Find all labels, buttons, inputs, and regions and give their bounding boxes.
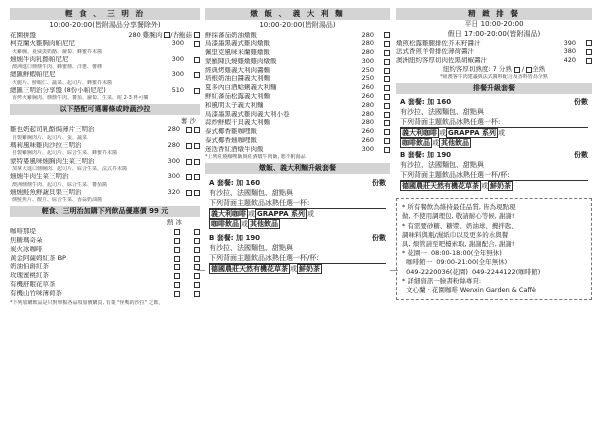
item-name: 炭火冰咖啡 [10, 245, 43, 253]
item-desc: 自製雞胸肉片、起司片、綜合生菜、蜂蜜芥末醬 [12, 150, 118, 157]
set-drink-rule: 下列背面主題飲品冰熱任選一杯: [209, 198, 386, 209]
drink-option[interactable]: 咖啡飲品 [211, 220, 239, 229]
drink-list [10, 228, 200, 298]
pasta-set-title: 燉飯、義大利麵升級套餐 [205, 163, 390, 174]
menu-row [205, 84, 390, 93]
menu-row [205, 40, 390, 49]
item-name: 烏漆墨黑義式雞肉義大利小卷 [205, 110, 290, 118]
checkbox[interactable] [194, 273, 200, 279]
checkbox[interactable] [186, 127, 192, 133]
menu-row [10, 254, 200, 263]
checkbox[interactable] [174, 256, 180, 262]
info-line: 文心蘭 · 花園咖啡 Wenxin Garden & Caffè [402, 286, 536, 295]
checkbox[interactable] [194, 88, 200, 94]
checkbox[interactable] [514, 67, 520, 73]
light-meal-column [10, 8, 200, 307]
menu-row [205, 31, 390, 40]
menu-row [10, 142, 200, 151]
info-line: 咖啡館一 09:00-21:00(全年無休) [402, 258, 508, 267]
checkbox[interactable] [384, 32, 390, 38]
item-price: 280 [361, 31, 374, 39]
menu-row [10, 237, 200, 246]
set-b-label: B 套餐: 加 190 [209, 234, 261, 243]
checkbox[interactable] [186, 174, 192, 180]
item-name: 玫瑰蜜桃紅茶 [10, 272, 49, 280]
menu-row [10, 71, 200, 80]
risotto-pasta-column [205, 8, 390, 276]
item-name: 有機山竹味薄荷茶 [10, 289, 62, 297]
menu-row [205, 75, 390, 84]
item-price: 280 [361, 118, 374, 127]
checkbox[interactable] [384, 76, 390, 82]
set-b-label: B 套餐: 加 190 [400, 151, 452, 160]
drink-option[interactable]: 義大利咖啡 [402, 129, 437, 138]
drink-option[interactable]: 其他飲品 [441, 139, 469, 148]
set-drink-rule: 下列背面主題飲品冰熱任選一杯: [400, 117, 588, 128]
set-desc: 有沙拉、法國麵包、甜點與 [209, 244, 293, 253]
checkbox[interactable] [174, 291, 180, 297]
info-line: 049-2220036(花園) 049-2244122(咖啡館) [402, 267, 541, 276]
steak-set-title: 排餐升級套餐 [396, 83, 592, 94]
qty-label: 份數 [372, 179, 386, 188]
item-name: 咖啡那堤 [10, 228, 36, 236]
item-price: 250 [361, 74, 374, 83]
menu-row [10, 40, 200, 49]
checkbox[interactable] [384, 41, 390, 47]
checkbox[interactable] [384, 59, 390, 65]
menu-row [10, 126, 200, 135]
set-a-label: A 套餐: 加 160 [209, 179, 261, 188]
item-price: 280 [361, 110, 374, 118]
drink-option[interactable]: 咖啡飲品 [402, 139, 430, 148]
set-desc: 有沙拉、法國麵包、甜點與 [400, 108, 484, 117]
item-name: 鮮紅蕃茄松露義大利麵 [205, 93, 270, 101]
info-line: 具, 煩管請至吧檯索取, 謝謝配合, 謝謝! [402, 240, 515, 248]
item-name: 黃金阿薩姆紅茶 BP [10, 254, 66, 262]
qty-label: 份數 [574, 98, 588, 107]
menu-row [10, 245, 200, 254]
checkbox[interactable] [194, 229, 200, 235]
item-name: 雞也奶起司乳酪焗薄片三明治 [10, 126, 95, 134]
checkbox[interactable] [194, 256, 200, 262]
info-box [396, 198, 592, 300]
info-line: * 花園一 08:00-18:00(全年無休) [402, 249, 502, 258]
checkbox[interactable] [194, 159, 200, 165]
item-price: 300 [171, 39, 184, 48]
item-name: 柯克蘭火雞胸肉帕尼尼 [10, 40, 75, 48]
item-option: 雞腕肉 [142, 31, 163, 39]
checkbox[interactable] [186, 190, 192, 196]
item-desc: 香烤火雞胸肉、燻燻牛肉、蕃茄、蘿蔔、生菜、附 2-3 杯可樂 [12, 95, 149, 102]
drink-option[interactable]: 其他飲品 [250, 220, 278, 229]
drink-footnote: *下列加購飲品是只對單點各品項加價購買, 有業 "怪嗎的沙拉" 之飲。 [10, 300, 164, 307]
option-columns: 薯 沙 [180, 117, 196, 125]
checkbox[interactable] [384, 120, 390, 126]
checkbox[interactable] [194, 32, 200, 38]
set-drink-rule: 下列背面主題飲品冰熱任選一杯/杯: [209, 253, 386, 264]
item-price: 250 [361, 66, 374, 74]
light-meal-hours: 10:00-20:00(皆附湯品分享餐除外) [49, 21, 161, 29]
item-price: 260 [361, 127, 374, 136]
set-b [396, 149, 592, 192]
info-line: 調味料與瓶/濕紙巾以及更多的水與餐 [402, 230, 509, 239]
menu-row [10, 281, 200, 290]
menu-row [205, 66, 390, 75]
item-desc: 澳洲燻燻牛肉、起司片、綜合生菜、蕃茄醬 [12, 181, 108, 188]
item-price: 260 [361, 92, 374, 101]
set-drink-rule: 下列背面主題飲品冰熱任選一杯/杯: [400, 170, 588, 181]
qty-label: 份數 [372, 234, 386, 243]
menu-row [205, 145, 390, 154]
menu-row [205, 57, 390, 66]
pasta-list [205, 31, 390, 154]
checkbox[interactable] [194, 291, 200, 297]
checkbox[interactable] [384, 85, 390, 91]
item-price: 280 [361, 39, 374, 48]
menu-row [10, 188, 200, 197]
item-name: 烏漆墨黑義式雞肉燉飯 [205, 40, 270, 48]
item-name: 瑪莉風味雞肉沙拉三明治 [10, 142, 82, 150]
menu-row [10, 263, 200, 272]
checkbox[interactable] [174, 247, 180, 253]
fold-mark [197, 270, 205, 271]
menu-row [10, 31, 200, 40]
item-option: /杏鮑菇 [170, 31, 192, 39]
drink-option[interactable]: 德國農莊天然有機花草茶 [211, 265, 288, 274]
menu-row [10, 87, 200, 96]
checkbox[interactable] [194, 72, 200, 78]
or-text: 或 [432, 139, 439, 148]
item-price: 320 [167, 188, 180, 196]
set-desc: 有沙拉、法國麵包、甜點與 [400, 161, 484, 170]
drink-option[interactable]: 德國農莊天然有機花草茶 [402, 182, 479, 191]
menu-row [205, 137, 390, 146]
item-price: 280 [167, 125, 180, 134]
set-a-label: A 套餐: 加 160 [400, 98, 452, 107]
item-desc: 加拿大進口燻胸肉、起司片、綜合生菜、法式芥末醬 [12, 165, 128, 172]
item-desc: 自製雞胸肉片、起司片、蛋、蔬菜 [12, 134, 88, 141]
doneness-option: 全熟 [532, 65, 546, 73]
checkbox[interactable] [174, 264, 180, 270]
info-line: * 詳細資訊一臉書粉絲專頁: [402, 276, 482, 285]
drink-col-header [10, 219, 200, 228]
drink-option[interactable]: 義大利咖啡 [211, 210, 246, 219]
checkbox[interactable] [384, 68, 390, 74]
or-text: 或 [241, 220, 248, 229]
item-name: 焦糖瑪奇朵 [10, 237, 43, 245]
info-line: * 所有餐飲為維持最佳品質, 皆為現點現 [402, 203, 516, 212]
checkbox[interactable] [186, 143, 192, 149]
set-desc: 有沙拉、法國麵包、甜點與 [209, 189, 293, 198]
checkbox[interactable] [174, 229, 180, 235]
item-desc: 燻鮭魚片、酸豆、綜合生菜、香蒜奶油醬 [12, 197, 103, 204]
doneness-row: 紐約客厚切熟度: 7 分熟 / 全熟 [442, 65, 546, 73]
checkbox[interactable] [384, 147, 390, 153]
item-price: 280 [167, 141, 180, 150]
menu-row [10, 228, 200, 237]
item-price: 300 [171, 70, 184, 79]
checkbox[interactable] [194, 57, 200, 63]
menu-row [205, 119, 390, 128]
checkbox[interactable] [186, 159, 192, 165]
item-price: 390 [563, 39, 576, 47]
item-name: 培根奶油白醬義大利麵 [205, 75, 270, 83]
item-name: 花園拼盤 [10, 31, 36, 39]
menu-row [10, 173, 200, 182]
item-desc: 火腿片、鮮蝦仁、蔬菜、起司片、蜂蜜芥末醬 [12, 79, 113, 86]
hot-cold-header: 熱 冰 [166, 218, 182, 227]
menu-row [205, 49, 390, 58]
checkbox[interactable] [194, 174, 200, 180]
item-desc: 火雞胸、夏威夷奶酪、蘿蔔、蜂蜜芥末醬 [12, 48, 103, 55]
checkbox[interactable] [194, 247, 200, 253]
drink-addon-title: 輕食、三明治加購下列飲品優惠價 99 元 [10, 206, 200, 217]
menu-row [205, 128, 390, 137]
item-price: 300 [171, 55, 184, 63]
item-price: 280 [128, 31, 141, 39]
menu-row [10, 55, 200, 64]
checkbox[interactable] [194, 41, 200, 47]
item-name: 燻燻牛肉生菜三明治 [10, 173, 69, 181]
menu-row [10, 157, 200, 166]
item-name: 蒙羅陳氏燒雞燉雞肉燉飯 [205, 57, 277, 65]
checkbox[interactable] [174, 282, 180, 288]
drink-option[interactable]: 鮮奶茶 [490, 182, 511, 191]
checkbox[interactable] [384, 103, 390, 109]
item-name: 有機舒眠花草茶 [10, 281, 56, 289]
item-name: 奶油伯爵紅茶 [10, 263, 49, 271]
item-price: 280 [361, 48, 374, 57]
item-name: 迷迭香紅酒燉牛肉飯 [205, 145, 264, 153]
drink-option[interactable]: GRAPPA 系列 [448, 129, 497, 138]
item-name: 鮮採蕃茄奶油燉飯 [205, 31, 257, 39]
or-text: 或 [498, 129, 506, 138]
item-price: 380 [563, 47, 576, 56]
item-price: 510 [171, 86, 184, 95]
option-header [10, 117, 200, 126]
checkbox[interactable] [384, 129, 390, 135]
pasta-note: *上列紅燒咖哩飯與紅酒燉牛肉飯, 恕不附湯品 [205, 154, 306, 161]
item-price: 300 [361, 145, 374, 153]
steak-list [396, 39, 592, 65]
item-name: 法式香煎羊骨排佐薄荷醬汁 [396, 48, 474, 56]
checkbox[interactable] [586, 40, 592, 46]
checkbox[interactable] [174, 273, 180, 279]
item-price: 420 [563, 56, 576, 65]
item-desc: 澳洲進口燻燻牛肉、蜂蜜燻、洋蔥、薯條 [12, 64, 103, 71]
checkbox[interactable] [194, 238, 200, 244]
item-name: 蒙特婁風味燻胸肉生菜三明治 [10, 157, 95, 165]
item-price: 300 [361, 57, 374, 65]
menu-row [10, 272, 200, 281]
item-name: 泰式椰香雞咖哩飯 [205, 128, 257, 136]
menu-row [396, 57, 592, 66]
item-name: 夏多內白酒蛤蜊義大利麵 [205, 84, 277, 92]
item-price: 280 [361, 101, 374, 109]
item-name: 經典烤雞義大利肉醬麵 [205, 66, 270, 74]
checkbox[interactable] [384, 94, 390, 100]
checkbox[interactable] [194, 282, 200, 288]
drink-option[interactable]: GRAPPA 系列 [257, 210, 306, 219]
or-text: 或 [481, 182, 488, 191]
or-text: 或 [439, 129, 446, 138]
item-price: 260 [361, 83, 374, 92]
drink-option[interactable]: 鮮奶茶 [299, 265, 320, 274]
or-text: 或 [307, 210, 315, 219]
info-line: 做, 不使用調理包, 敬請耐心等候, 謝謝! [402, 212, 515, 221]
item-price: 300 [167, 172, 180, 181]
item-name: 總匯三明治分享盤 (8份小帕尼尼) [10, 87, 106, 95]
steak-hours-weekday: 平日 10:00-20:00 [464, 20, 524, 28]
checkbox[interactable] [174, 238, 180, 244]
info-line: * 有需要砂糖、糖漿、奶油球、攪拌匙、 [402, 221, 518, 230]
menu-row [396, 48, 592, 57]
checkbox[interactable] [384, 112, 390, 118]
checkbox[interactable] [194, 127, 200, 133]
light-meal-title: 輕 食 、 三 明 治 [10, 8, 200, 20]
item-name: 佩里克風味米蘭雞燉飯 [205, 49, 270, 57]
item-name: 總匯鮮蝦帕尼尼 [10, 71, 56, 79]
menu-row [205, 110, 390, 119]
item-name: 泰式椰香燻咖哩飯 [205, 137, 257, 145]
item-name: 燻燻鮭魚鮮蔬貝果三明治 [10, 188, 82, 196]
or-text: 或 [290, 265, 297, 274]
steak-hours-holiday: 假日 17:00-20:00(皆附湯品) [447, 30, 541, 38]
doneness-label: 紐約客厚切熟度: 7 分熟 [442, 65, 512, 73]
item-price: 260 [361, 136, 374, 145]
item-name: 澳洲紐約客厚切肉佐黑胡椒醬汁 [396, 57, 487, 65]
or-text: 或 [248, 210, 255, 219]
menu-row [205, 93, 390, 102]
checkbox[interactable] [384, 138, 390, 144]
menu-row [205, 101, 390, 110]
checkbox[interactable] [384, 50, 390, 56]
checkbox[interactable] [194, 143, 200, 149]
set-a [205, 176, 390, 231]
steak-note: *紐澳客牛肉建議與法式醬料配合及香料皆為全熟 [440, 74, 548, 81]
item-price: 300 [167, 157, 180, 165]
sandwich-subtitle: 以下搭配可選薯條或時蔬沙拉 [10, 104, 200, 115]
steak-column [396, 8, 592, 300]
set-b [205, 231, 390, 276]
item-name: 燻燻牛肉乳酪帕尼尼 [10, 55, 69, 63]
qty-label: 份數 [574, 151, 588, 160]
item-name: 燉煎松露雞腿排佐芥末籽醬汁 [396, 39, 481, 47]
risotto-hours: 10:00-20:00(皆附湯品) [259, 21, 336, 29]
item-name: 和風明太子義大利麵 [205, 101, 264, 109]
menu-row [396, 39, 592, 48]
checkbox[interactable] [586, 49, 592, 55]
set-a [396, 96, 592, 149]
checkbox[interactable] [586, 58, 592, 64]
item-name: 蒜炒鮮蝦干貝義大利麵 [205, 119, 270, 127]
steak-title: 精 緻 排 餐 [396, 8, 592, 20]
risotto-title: 燉 飯 、 義 大 利 麵 [205, 8, 390, 20]
menu-row [10, 289, 200, 298]
checkbox[interactable] [194, 190, 200, 196]
